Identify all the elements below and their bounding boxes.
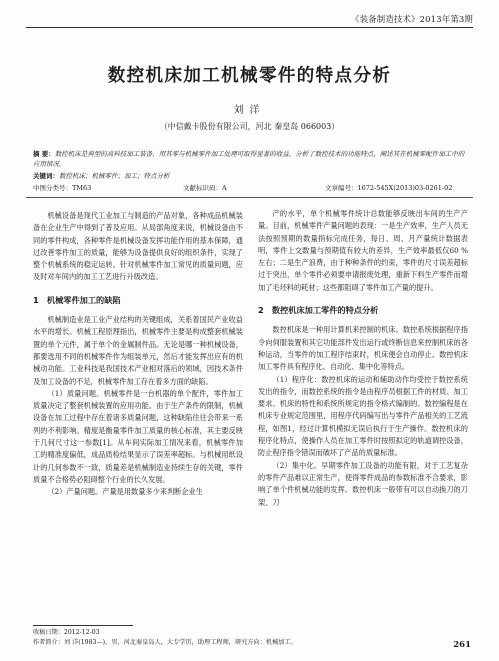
header-rule <box>26 27 473 28</box>
paragraph: （2）集中化。早期零件加工设备的功能有限，对于工艺复杂的零件产品难以正常生产，使得零件成品的参数标准不合要求，影响了单个件机械功能的发挥。数控机床一般带有可以自动换刀的刀架、刀 <box>258 460 468 507</box>
paragraph: 机械制造业是工业产业结构的关键组成，关系着国民产业收益水平的增长。机械工程原理指出，机械零件主要是构成整套机械装置的单个元件，属于单个的金属制件品。无论是哪一种机械设备，都要选用不同的机械零件作为组装单元，然后才能发挥出应有的机械动功能。工业科技是我国技术产业相对落后的领域，因技术条件及加工设备的不足，机械零件加工存在着多方面的缺陷。 <box>33 315 243 386</box>
document-code: 文献标识码：A <box>183 184 227 192</box>
paragraph: 数控机床是一种用计算机来控制的机床。数控系统根据程序指令向伺服装置和其它功能部件发出运行或终断信息来控制机床的各种运动，当零件的加工程序结束时，机床便会自动停止。数控机床加工零件具有程序化、自动化、集中化等特点。 <box>258 325 468 372</box>
paragraph: 机械设备是现代工业加工与制造的产品对象，各种成品机械装备在企业生产中得到了普及应用。从局部角度来说，机械设备由不同的零件构成，各种零件是机械设备发挥功能作用的基本保障，通过改善零件加工的质量，能够为设备提供良好的组织条件，实现了整个机械系统的稳定运转。针对机械零件加工常见的质量问题，应及时对车间内的加工工艺进行升级改造。 <box>33 211 243 282</box>
paragraph: （1）质量问题。机械零件是一台机器的单个配件，零件加工质量决定了整套机械装置的应用功能。由于生产条件的限制，机械设备在加工过程中存在着诸多质量问题，这种缺陷往往会带来一系列的不利影响。精度是衡量零件加工质量的核心标准，其主要反映于几何尺寸这一参数[1]。从车间实际加工情况来看，机械零件加工的精准度偏低，成品质检结果显示了误差率超标。与机械用纸设计的几何参数不一致，质量差是机械制造业持续生存的关键，零件质量不合格势必阻碍整个行业的长久发展。 <box>33 388 243 484</box>
keywords <box>33 171 170 180</box>
meta-rule <box>26 197 473 198</box>
paragraph: （1）程序化：数控机床的运动和辅助动作均受控于数控系统发出的指令，而数控系统的指令是由程序员根据工件的材质、加工要求、机床的特性和系统所规定的指令格式编制的。数控编程是在机床专业规定范围里，用程序代码编写出与零件产品相关的工艺流程，如图1，经过计算机模拟无误后执行于生产操作。数控机床的程序化特点，使操作人员在加工零件时按照拟定的轨道调控设备，防止程序指令错误而破坏了产品的质量标准。 <box>258 374 468 458</box>
abstract <box>33 149 465 169</box>
article-title: 数控机床加工机械零件的特点分析 <box>107 66 392 86</box>
paragraph: 产的水平，单个机械零件统计总数能够反映出车间的生产产量。目前，机械零件产量问题的表现：一是生产效率，生产人员无法按照预期的数量指标完成任务，每日、周、月产量统计数据表明，零件上交数量与预期值有较大的差异，生产效率最低仅60 %左右；二是生产浪费，由于种种条件的约束，零件的尺寸误差超标过于突出，单个零件必须要申请报废处理，重新下料生产零件而增加了毛坯料的耗材；这些都阻碍了零件加工产量的提升。 <box>258 209 468 292</box>
author-affiliation: （中信戴卡股份有限公司，河北 秦皇岛 066003） <box>159 122 340 131</box>
abstract-label: 摘 要： <box>33 150 55 158</box>
footnote-rule <box>33 625 133 626</box>
article-number: 文章编号：1672-545X(2013)03-0261-02 <box>325 184 453 192</box>
section-heading-1: 1 机械零件加工的缺陷 <box>33 294 121 305</box>
keywords-text: 数控机床；机械零件；加工；特点分析 <box>59 172 170 180</box>
received-date: 收稿日期：2012-12-03 <box>33 629 100 636</box>
article-author: 刘洋 <box>233 105 266 116</box>
author-bio: 作者简介：刘 洋(1983—)，男，河北秦皇岛人，大专学历，助理工程师，研究方向：机械加工。 <box>33 639 297 646</box>
journal-header: 《装备制造技术》2013年第3期 <box>351 14 473 24</box>
keywords-label: 关键词： <box>33 172 59 180</box>
page-number: 261 <box>453 640 471 650</box>
paragraph: （2）产量问题。产量是用数量多少来判断企业生 <box>47 487 203 497</box>
section-heading-2: 2 数控机床加工零件的特点分析 <box>258 305 379 316</box>
right-column <box>258 208 468 509</box>
clc-number: 中图分类号：TM63 <box>33 184 92 192</box>
abstract-text: 数控机床是典型的高科技加工装备，用其零与机械零件加工处理可取得显著的收益。分析了数控技术的功能特点，阐述其在机械零配件加工中的应用情况。 <box>33 150 465 168</box>
left-column <box>33 210 243 499</box>
